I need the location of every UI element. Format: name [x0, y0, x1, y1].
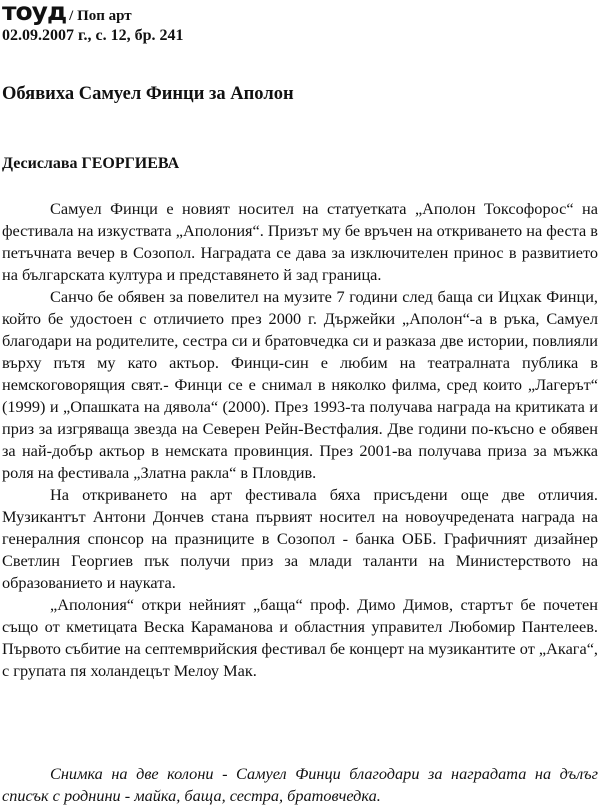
- publication-header: [2, 0, 183, 46]
- issue-info: 02.09.2007 г., с. 12, бр. 241: [2, 27, 184, 44]
- paragraph: „Аполония“ откри нейният „баща“ проф. Димо Димов, стартът бе почетен също от кметицата Веска Караманова и областния управител Любомир Пантелеев. Първото събитие на септемврийския фестивал бе концерт на музикантите от „Акага“, с групата пя холандецът Мелоу Мак.: [2, 595, 598, 680]
- article-body: [2, 198, 598, 682]
- newspaper-logo: тоуд: [2, 0, 67, 26]
- photo-caption: Снимка на две колони - Самуел Финци благодари за наградата на дълъг списък с роднини - майка, баща, сестра, братовчедка.: [2, 764, 598, 805]
- paragraph: Самуел Финци е новият носител на статуетката „Аполон Токсофорос“ на фестивала на изкуствата „Аполония“. Призът му бе връчен на откриването на феста в петъчната вечер в Созопол. Наградата се дава за изключителен принос в развитието на българската култура и представянето й зад граница.: [2, 199, 598, 284]
- paragraph: На откриването на арт фестивала бяха присъдени още две отличия. Музикантът Антони Дончев стана първият носител на новоучредената награда на генералния спонсор на празниците в Созопол - банка ОББ. Графичният дизайнер Светлин Георгиев пък получи приз за млади таланти на Министерството на образованието и науката.: [2, 485, 598, 592]
- section-label: / Поп арт: [69, 8, 132, 24]
- paragraph: Санчо бе обявен за повелител на музите 7 години след баща си Ицхак Финци, който бе удостоен с отличието през 2000 г. Държейки „Аполон“-а в ръка, Самуел благодари на родителите, сестра си и братовчедка си и разказа две истории, повлияли върху пътя му като актьор. Финци-син е любим на театралната публика в немскоговорящия свят.- Финци се е снимал в няколко филма, сред които „Лагерът“ (1999) и „Опашката на дявола“ (2000). През 1993-та получава награда на критиката и приз за изгряваща звезда на Северен Рейн-Вестфалия. Две години по-късно е обявен за най-добър актьор в немската провинция. През 2001-ва получава приза за мъжка роля на фестивала „Златна ракла“ в Пловдив.: [2, 287, 598, 482]
- masthead-row: [2, 0, 183, 24]
- article-author: Десислава ГЕОРГИЕВА: [2, 155, 180, 172]
- article-title: Обявиха Самуел Финци за Аполон: [2, 84, 294, 104]
